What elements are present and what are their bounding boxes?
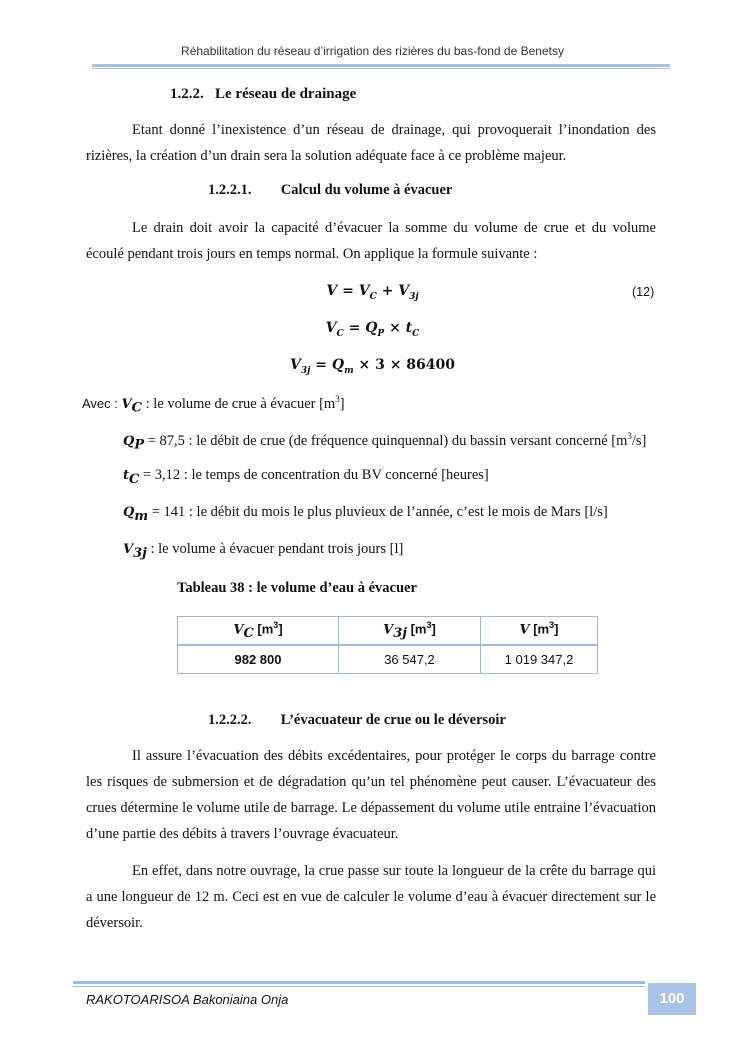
equation-flood-volume: $V_C = Q_P \times t_C$ bbox=[325, 320, 420, 339]
table-caption: Tableau 38 : le volume d’eau à évacuer bbox=[177, 580, 417, 596]
section-number: 1.2.2.1. bbox=[208, 182, 252, 198]
table-cell-v: 1 019 347,2 bbox=[481, 645, 598, 674]
page-number: 100 bbox=[648, 983, 696, 1015]
section-number: 1.2.2.2. bbox=[208, 712, 252, 728]
footer-author: RAKOTOARISOA Bakoniaina Onja bbox=[86, 992, 289, 1007]
table-header-v: V $[m^3]$ bbox=[481, 617, 598, 646]
equation-three-day-volume: $V_{3j} = Q_m \times 3 \times 86400$ bbox=[289, 357, 456, 376]
paragraph-drainage: Etant donné l’inexistence d’un réseau de drainage, qui provoquerait l’inondation des rizières, la création d’un drain sera la solution adéquate face à ce problème majeur. bbox=[86, 122, 656, 164]
header-rule-thin bbox=[92, 68, 670, 69]
paragraph-volume: Le drain doit avoir la capacité d’évacuer la somme du volume de crue et du volume écoulé pendant trois jours en temps normal. On applique la formule suivante : bbox=[86, 220, 656, 262]
equation-number: (12) bbox=[632, 285, 655, 299]
paragraph-spillway-2: En effet, dans notre ouvrage, la crue passe sur toute la longueur de la crête du barrage qui a une longueur de 12 m. Ceci est en vue de calculer le volume d’eau à évacuer directement sur le déversoir. bbox=[86, 863, 656, 931]
section-heading-1-2-2-1 bbox=[208, 182, 452, 199]
footer-rule-thin bbox=[73, 986, 645, 987]
table-header-v3j: $V_{3j}$ $[m^3]$ bbox=[339, 617, 481, 646]
section-title: Le réseau de drainage bbox=[215, 86, 357, 102]
table-header-row bbox=[178, 617, 598, 646]
definition-qm: $Q_m = 141$ : le débit du mois le plus pluvieux de l’année, c’est le mois de Mars [l/s] bbox=[123, 504, 608, 524]
section-title: Calcul du volume à évacuer bbox=[280, 182, 453, 198]
equation-total-volume: $V = V_C + V_{3j}$ bbox=[326, 283, 419, 302]
volume-table bbox=[177, 616, 598, 674]
table-cell-v3j: 36 547,2 bbox=[339, 645, 481, 674]
section-heading-1-2-2 bbox=[170, 86, 356, 103]
definition-v3j: $V_{3j}$ : le volume à évacuer pendant trois jours [l] bbox=[123, 541, 404, 561]
header-rule bbox=[92, 64, 670, 67]
section-title: L’évacuateur de crue ou le déversoir bbox=[280, 712, 506, 728]
running-header: Réhabilitation du réseau d’irrigation des rizières du bas-fond de Benetsy bbox=[181, 44, 564, 58]
table-cell-vc: 982 800 bbox=[178, 645, 339, 674]
definition-tc: $t_C = 3,12$ : le temps de concentration du BV concerné [heures] bbox=[123, 467, 489, 487]
section-number: 1.2.2. bbox=[170, 86, 204, 102]
footer-rule bbox=[73, 981, 645, 984]
paragraph-spillway-1: Il assure l’évacuation des débits excédentaires, pour protéger le corps du barrage contre les risques de submersion et de dégradation qu’un tel phénomène peut causer. L’évacuateur des crues détermine le volume utile de barrage. Le dépassement du volume utile entraine l’évacuation d’une partie des débits à travers l’ouvrage évacuateur. bbox=[86, 748, 656, 842]
definition-qp: $Q_P = 87,5$ : le débit de crue (de fréquence quinquennal) du bassin versant concerné $[m^3/s]$ bbox=[123, 431, 647, 453]
table-row bbox=[178, 645, 598, 674]
definition-vc: Avec : $V_C$ : le volume de crue à évacuer $[m^3]$ bbox=[82, 394, 345, 416]
section-heading-1-2-2-2 bbox=[208, 712, 506, 729]
table-header-vc: $V_C$ $[m^3]$ bbox=[178, 617, 339, 646]
